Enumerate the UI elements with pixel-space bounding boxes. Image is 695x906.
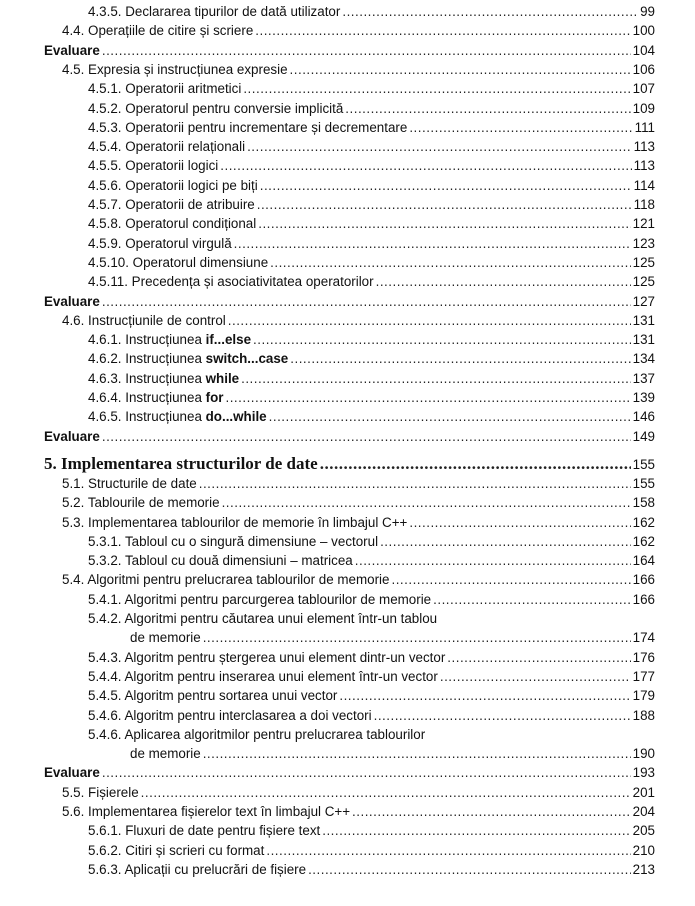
toc-entry-title xyxy=(88,726,425,744)
toc-entry-title xyxy=(88,610,437,628)
toc-page-number: 125 xyxy=(632,274,655,290)
toc-page-number: 155 xyxy=(632,456,655,472)
toc-entry[interactable] xyxy=(88,119,655,137)
toc-evaluation-entry[interactable] xyxy=(44,428,655,446)
toc-entry-title xyxy=(88,235,232,253)
toc-title-part: 5.4. Algoritmi pentru prelucrarea tablourilor de memorie xyxy=(62,572,390,588)
toc-entry[interactable] xyxy=(88,254,655,272)
toc-evaluation-entry[interactable] xyxy=(44,42,655,60)
leader-dots xyxy=(102,428,631,446)
toc-title-part: 4.6.1. Instrucțiunea xyxy=(88,332,206,348)
toc-entry[interactable] xyxy=(88,552,655,570)
leader-dots xyxy=(255,22,630,40)
toc-entry[interactable] xyxy=(88,3,655,21)
toc-entry-title xyxy=(62,571,389,589)
toc-title-part: 5.4.5. Algoritm pentru sortarea unui vector xyxy=(88,688,338,704)
leader-dots xyxy=(243,80,630,98)
toc-page-number: 162 xyxy=(632,514,655,530)
toc-entry[interactable] xyxy=(88,726,655,744)
leader-dots xyxy=(247,138,632,156)
leader-dots xyxy=(374,707,631,725)
toc-page-number: 190 xyxy=(632,746,655,762)
toc-title-part: 5.4.4. Algoritm pentru inserarea unui element într-un vector xyxy=(88,668,438,684)
toc-page-number: 104 xyxy=(632,42,655,58)
toc-title-part: de memorie xyxy=(130,630,201,646)
toc-title-part: 4.5.1. Operatorii aritmetici xyxy=(88,81,242,97)
toc-page-number: 166 xyxy=(632,572,655,588)
toc-page-number: 188 xyxy=(632,707,655,723)
toc-title-part: utilizator xyxy=(290,4,341,19)
toc-page-number: 201 xyxy=(632,784,655,800)
toc-entry-title xyxy=(44,293,100,311)
toc-page-number: 134 xyxy=(632,351,655,367)
toc-title-part: Evaluare xyxy=(44,42,100,58)
toc-page-number: 137 xyxy=(632,370,655,386)
leader-dots xyxy=(228,312,631,330)
toc-title-part: 5.4.1. Algoritmi pentru parcurgerea tablourilor de memorie xyxy=(88,591,432,607)
toc-evaluation-entry[interactable] xyxy=(44,293,655,311)
toc-entry-title xyxy=(62,784,139,802)
leader-dots xyxy=(203,745,631,763)
toc-page-number: 100 xyxy=(632,23,655,39)
toc-entry[interactable] xyxy=(88,707,655,725)
toc-title-part: de memorie xyxy=(130,746,201,762)
toc-title-part: 4.5.11. Precedența și asociativitatea operatorilor xyxy=(88,274,374,290)
toc-page-number: 118 xyxy=(633,197,655,212)
leader-dots xyxy=(102,764,631,782)
toc-entry-title xyxy=(62,312,226,330)
toc-page-number: 125 xyxy=(632,254,655,270)
leader-dots xyxy=(355,552,631,570)
toc-title-part: 4.4. Operațiile de citire și scriere xyxy=(62,23,254,39)
toc-entry-title xyxy=(88,100,343,118)
toc-entry-title xyxy=(44,453,318,475)
toc-entry[interactable] xyxy=(62,494,655,512)
leader-dots xyxy=(241,370,631,388)
toc-entry[interactable] xyxy=(88,389,655,407)
toc-entry[interactable] xyxy=(88,668,655,686)
toc-title-part: 4.5.4. Operatorii relaționali xyxy=(88,139,246,155)
leader-dots xyxy=(345,100,630,118)
toc-entry[interactable] xyxy=(62,571,655,589)
toc-title-part: 5.4.6. Algoritm pentru interclasarea a doi vectori xyxy=(88,707,372,723)
toc-title-part: 4.5.7. Operatorii de atribuire xyxy=(88,197,255,212)
toc-title-part: 4.6.4. Instrucțiunea xyxy=(88,390,206,405)
toc-title-part: Evaluare xyxy=(44,765,100,781)
toc-entry[interactable] xyxy=(88,350,655,368)
toc-page-number: 113 xyxy=(633,158,655,174)
toc-entry-title xyxy=(88,215,256,233)
toc-page-number: 113 xyxy=(633,139,655,155)
toc-title-part: 5.6. Implementarea fișierelor text în limbajul C++ xyxy=(62,804,351,819)
toc-entry[interactable] xyxy=(88,157,655,175)
toc-entry[interactable] xyxy=(88,822,655,840)
toc-entry-title xyxy=(88,687,337,705)
toc-title-part: 5.6.3. Aplicații cu prelucrări de fișiere xyxy=(88,861,307,877)
leader-dots xyxy=(433,591,631,609)
leader-dots xyxy=(409,514,630,532)
toc-entry-title xyxy=(44,764,100,782)
toc-title-part: 5.3. Implementarea tablourilor de memorie în limbajul C++ xyxy=(62,514,408,530)
toc-entry[interactable] xyxy=(88,215,655,233)
toc-entry-title xyxy=(88,842,264,860)
toc-entry-title xyxy=(88,591,431,609)
toc-title-part: 4.6.2. Instrucțiunea xyxy=(88,351,206,367)
toc-entry[interactable] xyxy=(88,273,655,291)
toc-page-number: 155 xyxy=(632,475,655,491)
toc-page-number: 193 xyxy=(632,765,655,781)
toc-page-number: 174 xyxy=(632,630,655,646)
toc-title-part: 4.5.5. Operatorii logici xyxy=(88,158,219,174)
toc-entry-title xyxy=(88,389,223,407)
toc-entry[interactable] xyxy=(88,408,655,426)
toc-entry-title xyxy=(62,514,407,532)
toc-entry-title xyxy=(44,42,100,60)
toc-entry[interactable] xyxy=(88,235,655,253)
toc-chapter-entry[interactable] xyxy=(44,453,655,475)
toc-entry[interactable] xyxy=(88,100,655,118)
toc-entry[interactable] xyxy=(130,745,655,763)
leader-dots xyxy=(234,235,631,253)
toc-entry-title xyxy=(62,61,288,79)
leader-dots xyxy=(290,350,630,368)
toc-page-number: 177 xyxy=(632,668,655,684)
toc-entry[interactable] xyxy=(88,177,655,195)
toc-entry[interactable] xyxy=(88,370,655,388)
toc-title-part: 4.5.9. Operatorul virgulă xyxy=(88,235,232,251)
leader-dots xyxy=(102,293,631,311)
toc-entry-title xyxy=(88,408,267,426)
toc-title-part: for xyxy=(205,390,224,405)
toc-entry-title xyxy=(88,3,340,21)
leader-dots xyxy=(290,61,631,79)
toc-entry-title xyxy=(88,861,306,879)
toc-page-number: 162 xyxy=(632,533,655,549)
toc-page-number: 210 xyxy=(632,842,655,858)
leader-dots xyxy=(352,803,631,821)
toc-page-number: 213 xyxy=(632,861,655,877)
toc-title-part: 5.3.2. Tabloul cu două dimensiuni – matricea xyxy=(88,553,353,569)
toc-title-part: 4.5.3. Operatorii pentru incrementare și decrementare xyxy=(88,119,408,135)
toc-entry-title xyxy=(88,707,372,725)
toc-page-number: 176 xyxy=(632,649,655,665)
toc-entry-title xyxy=(88,668,438,686)
toc-page-number: 109 xyxy=(632,100,655,116)
toc-title-part: 5.2. Tablourile de memorie xyxy=(62,495,220,511)
leader-dots xyxy=(320,453,631,475)
toc-entry[interactable] xyxy=(88,533,655,551)
toc-title-part: 4.5.10. Operatorul dimensiune xyxy=(88,254,269,270)
toc-title-part: 4.6.5. Instrucțiunea xyxy=(88,409,206,425)
toc-page-number: 146 xyxy=(632,409,655,425)
toc-title-part: 4.6. Instrucțiunile de control xyxy=(62,312,226,328)
toc-entry-title xyxy=(130,629,201,647)
leader-dots xyxy=(270,254,631,272)
toc-title-part: 4.6.3. Instrucțiunea xyxy=(88,370,206,386)
leader-dots xyxy=(266,842,630,860)
toc-title-part: 5.6.1. Fluxuri de date pentru fișiere text xyxy=(88,823,321,839)
toc-page-number: 164 xyxy=(632,553,655,569)
leader-dots xyxy=(257,196,632,214)
toc-title-part: 5.1. Structurile de date xyxy=(62,475,197,491)
toc-page-number: 127 xyxy=(632,293,655,309)
toc-entry[interactable] xyxy=(88,842,655,860)
toc-entry[interactable] xyxy=(62,312,655,330)
toc-entry-title xyxy=(88,177,258,195)
toc-entry-title xyxy=(62,803,350,821)
toc-entry[interactable] xyxy=(62,22,655,40)
toc-entry-title xyxy=(88,552,353,570)
toc-entry-title xyxy=(88,533,378,551)
toc-entry[interactable] xyxy=(130,629,655,647)
toc-entry[interactable] xyxy=(88,861,655,879)
toc-title-part: Evaluare xyxy=(44,293,100,309)
toc-entry-title xyxy=(62,494,220,512)
toc-title-part: if...else xyxy=(205,332,252,348)
toc-page-number: 166 xyxy=(632,591,655,607)
toc-title-part: 5.4.3. Algoritm pentru ștergerea unui element dintr-un vector xyxy=(88,649,446,665)
leader-dots xyxy=(258,215,630,233)
toc-page-number: 123 xyxy=(632,235,655,251)
toc-entry[interactable] xyxy=(88,138,655,156)
toc-page-number: 121 xyxy=(632,216,655,232)
leader-dots xyxy=(260,177,632,195)
toc-page-number: 205 xyxy=(632,823,655,839)
toc-title-part: while xyxy=(205,370,240,386)
leader-dots xyxy=(339,687,630,705)
toc-title-part: 5.4.2. Algoritmi pentru căutarea unui element într-un tablou xyxy=(88,611,438,626)
toc-title-part: switch...case xyxy=(205,351,289,367)
toc-page-number: 111 xyxy=(634,119,655,135)
leader-dots xyxy=(447,649,630,667)
toc-entry-title xyxy=(62,22,253,40)
leader-dots xyxy=(199,475,631,493)
toc-entry[interactable] xyxy=(88,80,655,98)
leader-dots xyxy=(391,571,630,589)
leader-dots xyxy=(409,119,632,137)
toc-entry[interactable] xyxy=(88,610,655,628)
toc-title-part: Evaluare xyxy=(44,428,100,444)
toc-page-number: 131 xyxy=(632,332,655,348)
toc-title-part: 4.5.2. Operatorul pentru conversie implicită xyxy=(88,100,344,116)
toc-entry-title xyxy=(88,370,239,388)
toc-entry-title xyxy=(88,119,407,137)
leader-dots xyxy=(203,629,631,647)
toc-entry-title xyxy=(88,80,241,98)
toc-title-part: 5.6.2. Citiri și scrieri cu format xyxy=(88,842,265,858)
toc-title-part: 5. Implementarea structurilor de date xyxy=(44,453,318,473)
toc-entry-title xyxy=(88,331,251,349)
toc-title-part: 5.4.6. Aplicarea algoritmilor pentru prelucrarea tablourilor xyxy=(88,726,426,742)
leader-dots xyxy=(141,784,631,802)
toc-title-part: do...while xyxy=(205,409,267,425)
toc-entry-title xyxy=(88,350,288,368)
leader-dots xyxy=(253,331,631,349)
toc-title-part: 4.5.6. Operatorii logici pe biți xyxy=(88,177,258,193)
toc-entry-title xyxy=(88,138,245,156)
toc-entry[interactable] xyxy=(88,196,655,214)
toc-entry[interactable] xyxy=(62,61,655,79)
leader-dots xyxy=(102,42,631,60)
toc-entry-title xyxy=(88,822,320,840)
toc-entry-title xyxy=(88,649,445,667)
leader-dots xyxy=(225,389,630,407)
leader-dots xyxy=(380,533,631,551)
leader-dots xyxy=(342,3,638,21)
toc-page-number: 107 xyxy=(632,81,655,97)
toc-entry-title xyxy=(44,428,100,446)
leader-dots xyxy=(308,861,631,879)
toc-page-number: 131 xyxy=(632,312,655,328)
leader-dots xyxy=(440,668,631,686)
toc-entry[interactable] xyxy=(88,331,655,349)
toc-entry[interactable] xyxy=(62,784,655,802)
toc-entry-title xyxy=(88,273,374,291)
toc-entry-title xyxy=(88,196,255,214)
toc-title-part: 5.3.1. Tabloul cu o singură dimensiune – vectorul xyxy=(88,533,379,549)
toc-title-part: 4.3.5. Declararea tipurilor de dată xyxy=(88,4,291,19)
toc-entry[interactable] xyxy=(88,649,655,667)
toc-entry[interactable] xyxy=(88,591,655,609)
toc-page-number: 139 xyxy=(632,390,655,405)
toc-page-number: 99 xyxy=(640,4,655,19)
toc-page-number: 204 xyxy=(632,804,655,819)
leader-dots xyxy=(220,157,631,175)
toc-entry[interactable] xyxy=(62,475,655,493)
leader-dots xyxy=(376,273,631,291)
leader-dots xyxy=(322,822,630,840)
toc-page-number: 106 xyxy=(632,61,655,77)
toc-entry-title xyxy=(62,475,197,493)
toc-entry-title xyxy=(88,254,268,272)
toc-page-number: 114 xyxy=(633,177,655,193)
leader-dots xyxy=(222,494,631,512)
toc-page-number: 158 xyxy=(632,495,655,511)
toc-title-part: 5.5. Fișierele xyxy=(62,784,139,800)
toc-entry[interactable] xyxy=(62,803,655,821)
leader-dots xyxy=(269,408,631,426)
toc-entry-title xyxy=(88,157,218,175)
toc-evaluation-entry[interactable] xyxy=(44,764,655,782)
toc-page-number: 179 xyxy=(632,688,655,704)
toc-entry-title xyxy=(130,745,201,763)
toc-title-part: 4.5.8. Operatorul condițional xyxy=(88,216,257,232)
toc-page-number: 149 xyxy=(632,428,655,444)
toc-entry[interactable] xyxy=(62,514,655,532)
toc-entry[interactable] xyxy=(88,687,655,705)
toc-title-part: 4.5. Expresia și instrucțiunea expresie xyxy=(62,61,288,77)
